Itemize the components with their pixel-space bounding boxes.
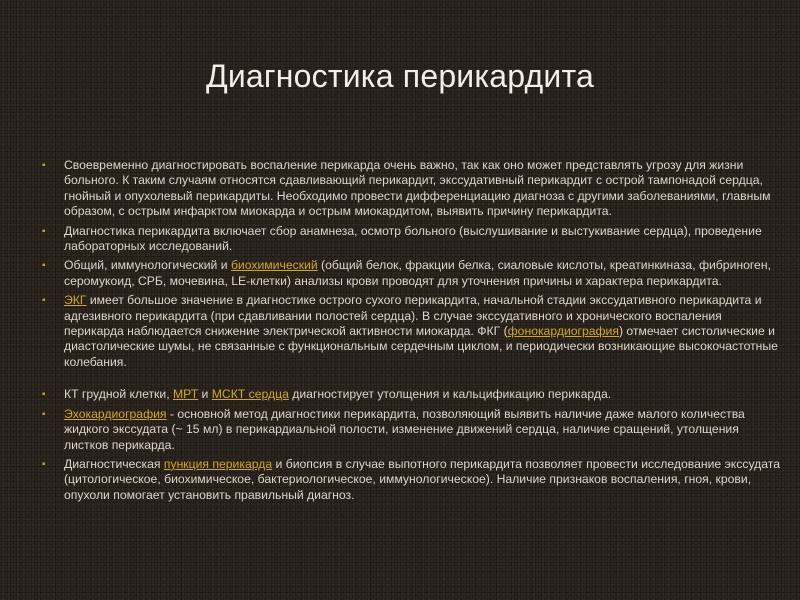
bullet-item-echocardiography: [40, 407, 780, 453]
link-mri[interactable]: МРТ: [172, 387, 199, 402]
bullet-text-pre: КТ грудной клетки,: [64, 387, 173, 402]
bullet-text-post: (общий белок, фракции белка, сиаловые кислоты, креатинкиназа, фибриноген, серомукоид, СРБ, мочевина, LE-клетки) анализы крови проводят для уточнения причины и характера перикардита.: [64, 258, 771, 288]
link-ecg[interactable]: ЭКГ: [64, 293, 87, 308]
bullet-text-mid: имеет большое значение в диагностике острого сухого перикардита, начальной стадии экссудативного перикардита и адгезивного перикардита (при сдавливании полостей сердца). В случае экссудативного и хронического воспаления перикарда наблюдается снижение электрической активности миокарда. ФКГ (: [64, 293, 762, 339]
bullet-item-puncture: [40, 457, 780, 503]
bullet-text: Своевременно диагностировать воспаление перикарда очень важно, так как оно может представлять угрозу для жизни больного. К таким случаям относятся сдавливающий перикардит, экссудативный перикардит с острой тампонадой сердца, гнойный и опухолевый перикардиты. Необходимо провести дифференциацию диагноза с другими заболеваниями, главным образом, с острым инфарктом миокарда и острым миокардитом, выявить причину перикардита.: [64, 158, 771, 219]
bullet-text-post: - основной метод диагностики перикардита, позволяющий выявить наличие даже малого количества жидкого экссудата (~ 15 мл) в перикардиальной полости, изменение движений сердца, наличие сращений, утолщения листков перикарда.: [64, 406, 745, 452]
bullet-square-icon: ▪: [42, 389, 46, 401]
bullet-square-icon: ▪: [42, 408, 46, 420]
bullet-square-icon: ▪: [42, 260, 46, 272]
bullet-item-ct-mri: [40, 387, 780, 402]
link-pericardial-puncture[interactable]: пункция перикарда: [163, 456, 273, 471]
bullet-text-pre: Общий, иммунологический и: [64, 258, 231, 273]
bullet-item-importance: [40, 158, 780, 220]
link-phonocardiography[interactable]: фонокардиография: [507, 324, 619, 339]
link-biochemical[interactable]: биохимический: [230, 258, 318, 273]
bullet-text-post: диагностирует утолщения и кальцификацию перикарда.: [288, 387, 612, 402]
bullet-item-ecg: [40, 293, 780, 370]
bullet-square-icon: ▪: [42, 160, 46, 171]
bullet-text-mid: и: [198, 387, 212, 402]
bullet-square-icon: ▪: [42, 458, 46, 470]
link-msct-heart[interactable]: МСКТ сердца: [211, 387, 289, 402]
bullet-text-post: и биопсия в случае выпотного перикардита позволяет провести исследование экссудата (цитологическое, биохимическое, бактериологическое, иммунологическое). Наличие признаков воспаления, гноя, крови, опухоли помогает установить правильный диагноз.: [64, 456, 780, 502]
bullet-text-post: ) отмечает систолические и диастолические шумы, не связанные с функциональным сердечным циклом, и периодически возникающие высокочастотные колебания.: [64, 324, 778, 369]
bullet-text-pre: Диагностическая: [64, 456, 164, 471]
slide-title: Диагностика перикардита: [205, 58, 594, 94]
bullet-list: [40, 158, 780, 507]
bullet-item-diagnosis-includes: [40, 224, 780, 255]
bullet-square-icon: ▪: [42, 225, 46, 237]
link-echocardiography[interactable]: Эхокардиография: [64, 406, 167, 421]
bullet-square-icon: ▪: [42, 295, 46, 307]
bullet-text: Диагностика перикардита включает сбор анамнеза, осмотр больного (выслушивание и выстукивание сердца), проведение лабораторных исследований.: [64, 223, 762, 254]
bullet-item-blood-tests: [40, 258, 780, 289]
